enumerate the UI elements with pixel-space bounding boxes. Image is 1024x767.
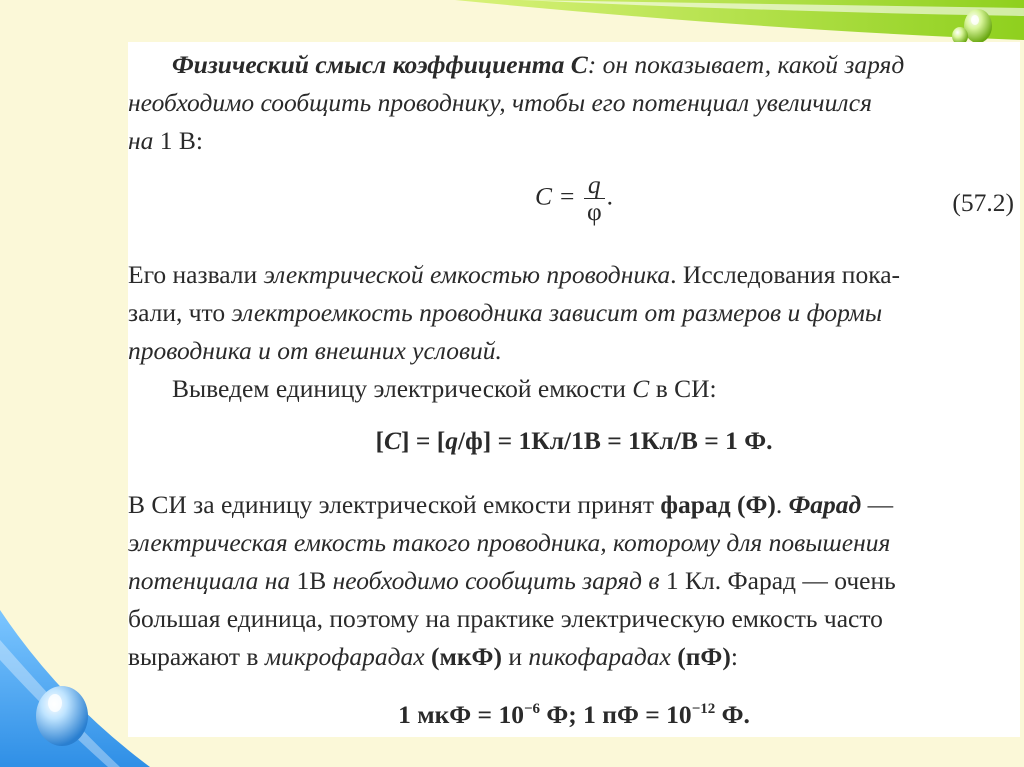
p2-line1: Его назвали электрической емкостью проводника. Исследования пока- <box>128 260 901 289</box>
p1-line1: Физический смысл коэффициента С: он показывает, какой заряд <box>172 50 905 79</box>
p4-line1: В СИ за единицу электрической емкости принят фарад (Ф). Фарад — <box>128 490 894 519</box>
textbook-page <box>128 42 1020 737</box>
water-drop-icon <box>36 686 88 746</box>
p4-line3: потенциала на 1В необходимо сообщить заряд в 1 Кл. Фарад — очень <box>128 566 896 595</box>
equation-unit: [С] = [q/ф] = 1Кл/1В = 1Кл/В = 1 Ф. <box>375 426 773 455</box>
p3-line1: Выведем единицу электрической емкости С в СИ: <box>172 374 717 403</box>
equation-57-2: С = $\frac{q}{\varphi}$ . (57.2) <box>534 170 1014 226</box>
p2-line2: зали, что электроемкость проводника зависит от размеров и формы <box>128 298 883 327</box>
p1-line2: необходимо сообщить проводнику, чтобы его потенциал увеличился <box>128 88 872 117</box>
p4-line4: большая единица, поэтому на практике электрическую емкость часто <box>128 604 883 633</box>
green-drop-icon <box>964 9 992 43</box>
p1-line3: на 1 В: <box>128 126 203 155</box>
p4-line5: выражают в микрофарадах (мкФ) и пикофарадах (пФ): <box>128 642 738 671</box>
p2-line3: проводника и от внешних условий. <box>128 336 502 365</box>
equation-micro-pico: 1 мкФ = $10^{-6}$ Ф; 1 пФ = $10^{-12}$ Ф. <box>398 700 750 729</box>
p4-line2: электрическая емкость такого проводника, которому для повышения <box>128 528 891 557</box>
equation-number: (57.2) <box>952 188 1014 217</box>
